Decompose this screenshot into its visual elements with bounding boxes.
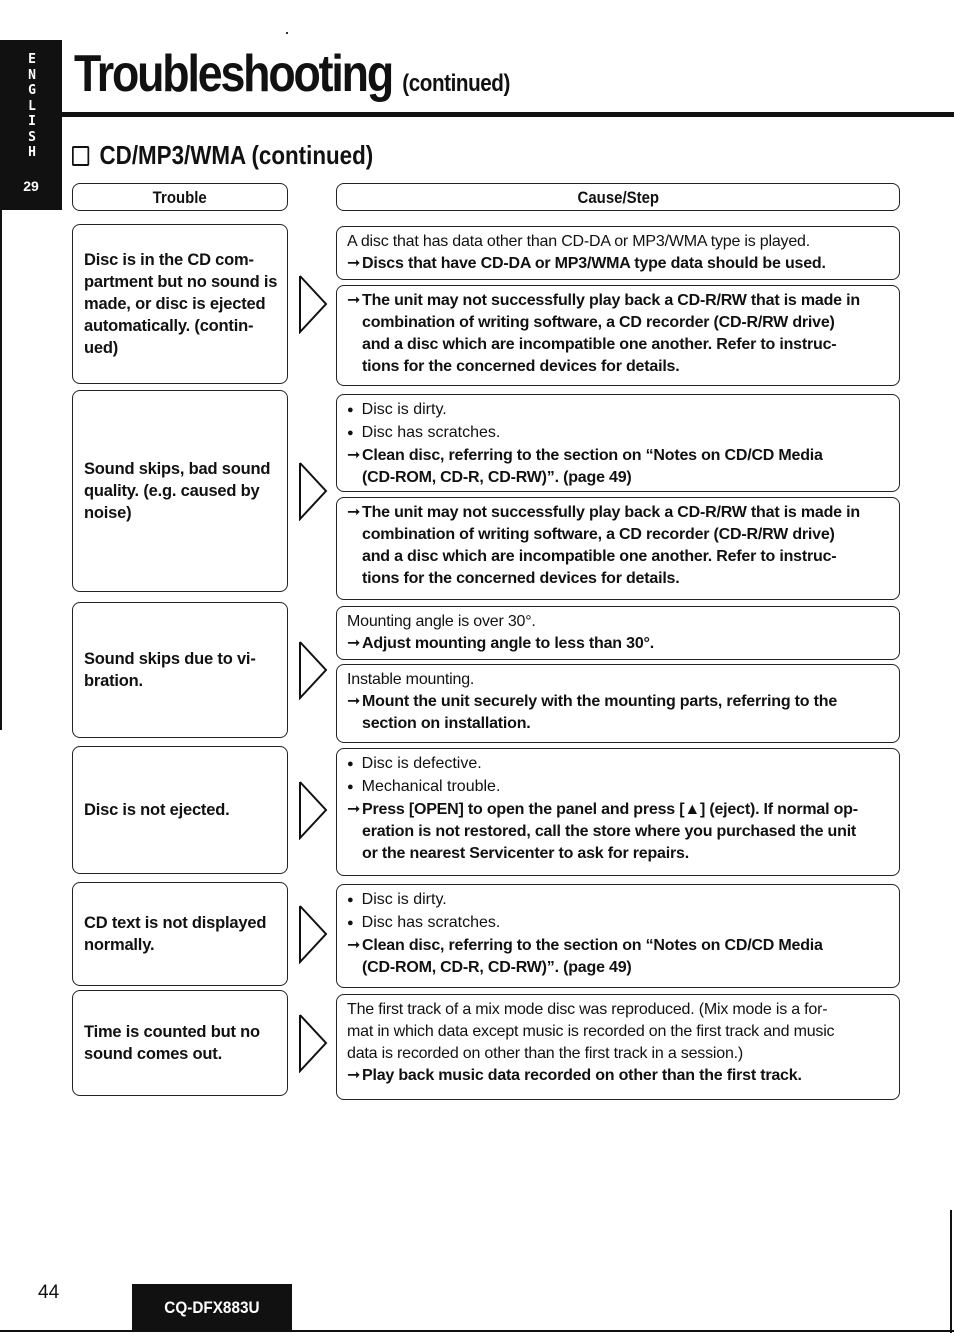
step-instruction xyxy=(347,1065,889,1087)
bottom-rule xyxy=(0,1330,954,1332)
step-text: Mount the unit securely with the mounting parts, referring to the xyxy=(362,693,838,710)
step-text: combination of writing software, a CD recorder (CD-R/RW drive) xyxy=(362,314,835,331)
pointer-arrow-icon xyxy=(296,1013,332,1073)
cause-bullet: ● Disc is defective. xyxy=(347,753,889,776)
trouble-text xyxy=(84,799,229,821)
cause-box xyxy=(336,748,900,876)
step-text: Discs that have CD-DA or MP3/WMA type data should be used. xyxy=(362,255,826,272)
step-instruction xyxy=(347,502,889,590)
trouble-line: bration. xyxy=(84,672,143,690)
trouble-line: Disc is in the CD com- xyxy=(84,251,254,269)
cause-bullet: ● Mechanical trouble. xyxy=(347,776,889,799)
trouble-line: sound comes out. xyxy=(84,1045,222,1063)
section-heading: CD/MP3/WMA (continued) xyxy=(72,140,373,171)
pointer-arrow-icon xyxy=(296,274,332,334)
cause-box xyxy=(336,664,900,743)
arrow-right-icon: ➞ xyxy=(347,255,361,272)
trouble-text xyxy=(84,648,256,692)
trouble-line: automatically. (contin- xyxy=(84,317,254,335)
step-text: (CD-ROM, CD-R, CD-RW)”. (page 49) xyxy=(362,959,632,976)
arrow-right-icon: ➞ xyxy=(347,801,361,818)
step-instruction xyxy=(347,691,889,735)
step-text: tions for the concerned devices for details. xyxy=(362,570,680,587)
arrow-right-icon: ➞ xyxy=(347,635,361,652)
step-instruction xyxy=(347,253,889,275)
step-instruction xyxy=(347,935,889,979)
step-text: and a disc which are incompatible one another. Refer to instruc- xyxy=(362,548,837,565)
cause-box xyxy=(336,606,900,660)
arrow-right-icon: ➞ xyxy=(347,447,361,464)
trouble-line: Disc is not ejected. xyxy=(84,801,230,819)
cause-box xyxy=(336,285,900,386)
page-title-suffix: (continued) xyxy=(402,70,510,97)
cause-box xyxy=(336,497,900,600)
cause-column-header: Cause/Step xyxy=(336,183,900,211)
cause-bullet: ● Disc is dirty. xyxy=(347,399,889,422)
step-text: and a disc which are incompatible one another. Refer to instruc- xyxy=(362,336,837,353)
language-tab-number: 29 xyxy=(23,178,39,194)
trouble-line: Time is counted but no xyxy=(84,1023,260,1041)
arrow-right-icon: ➞ xyxy=(347,1067,361,1084)
step-instruction xyxy=(347,445,889,489)
step-instruction xyxy=(347,799,889,865)
trouble-box xyxy=(72,390,288,592)
cause-box xyxy=(336,884,900,988)
cause-box xyxy=(336,994,900,1100)
arrow-right-icon: ➞ xyxy=(347,292,361,309)
trouble-line: made, or disc is ejected xyxy=(84,295,266,313)
page-title: Troubleshooting (continued) xyxy=(74,45,510,103)
cause-box xyxy=(336,226,900,280)
cause-text: Mounting angle is over 30°. xyxy=(347,613,536,630)
trouble-box xyxy=(72,746,288,874)
step-text: section on installation. xyxy=(362,715,531,732)
trouble-column-header: Trouble xyxy=(72,183,288,211)
trouble-line: quality. (e.g. caused by xyxy=(84,482,260,500)
cause-text: The first track of a mix mode disc was reproduced. (Mix mode is a for- xyxy=(347,1001,828,1018)
cause-bullet: ● Disc has scratches. xyxy=(347,912,889,935)
pointer-arrow-icon xyxy=(296,904,332,964)
step-text: Clean disc, referring to the section on “Notes on CD/CD Media xyxy=(362,937,823,954)
trouble-line: noise) xyxy=(84,504,132,522)
trouble-box xyxy=(72,990,288,1096)
trouble-box xyxy=(72,224,288,384)
trouble-text xyxy=(84,1021,260,1065)
step-text: Play back music data recorded on other than the first track. xyxy=(362,1067,802,1084)
step-text: The unit may not successfully play back a CD-R/RW that is made in xyxy=(362,504,860,521)
model-label: CQ-DFX883U xyxy=(132,1284,292,1332)
step-text: Adjust mounting angle to less than 30°. xyxy=(362,635,654,652)
step-text: (CD-ROM, CD-R, CD-RW)”. (page 49) xyxy=(362,469,632,486)
language-tab xyxy=(0,40,62,210)
step-text: eration is not restored, call the store where you purchased the unit xyxy=(362,823,857,840)
arrow-right-icon: ➞ xyxy=(347,504,361,521)
right-edge-rule xyxy=(950,1210,952,1333)
pointer-arrow-icon xyxy=(296,780,332,840)
step-text: tions for the concerned devices for details. xyxy=(362,358,680,375)
step-text: combination of writing software, a CD recorder (CD-R/RW drive) xyxy=(362,526,835,543)
arrow-right-icon: ➞ xyxy=(347,937,361,954)
step-text: The unit may not successfully play back a CD-R/RW that is made in xyxy=(362,292,860,309)
trouble-line: normally. xyxy=(84,936,155,954)
checkbox-square-icon xyxy=(72,146,89,166)
trouble-line: Sound skips due to vi- xyxy=(84,650,256,668)
pointer-arrow-icon xyxy=(296,461,332,521)
step-text: Press [OPEN] to open the panel and press [▲] (eject). If normal op- xyxy=(362,801,858,818)
pointer-arrow-icon xyxy=(296,640,332,700)
step-instruction xyxy=(347,633,889,655)
cause-text: Instable mounting. xyxy=(347,671,475,688)
trouble-line: Sound skips, bad sound xyxy=(84,460,271,478)
cause-box xyxy=(336,394,900,492)
trouble-line: ued) xyxy=(84,339,119,357)
cause-bullet: ● Disc is dirty. xyxy=(347,889,889,912)
cause-text: A disc that has data other than CD-DA or MP3/WMA type is played. xyxy=(347,233,810,250)
trouble-box xyxy=(72,602,288,738)
registration-mark xyxy=(286,32,288,34)
trouble-text xyxy=(84,249,277,359)
trouble-line: partment but no sound is xyxy=(84,273,278,291)
left-margin-rule xyxy=(0,210,2,730)
trouble-line: CD text is not displayed xyxy=(84,914,267,932)
cause-text: mat in which data except music is recorded on the first track and music xyxy=(347,1023,835,1040)
cause-text: data is recorded on other than the first track in a session.) xyxy=(347,1045,744,1062)
step-text: or the nearest Servicenter to ask for repairs. xyxy=(362,845,689,862)
trouble-text xyxy=(84,458,270,524)
language-letters: E N G L I S H xyxy=(28,52,36,160)
trouble-text xyxy=(84,912,266,956)
step-text: Clean disc, referring to the section on “Notes on CD/CD Media xyxy=(362,447,823,464)
cause-bullet: ● Disc has scratches. xyxy=(347,422,889,445)
title-rule xyxy=(62,112,954,117)
arrow-right-icon: ➞ xyxy=(347,693,361,710)
step-instruction xyxy=(347,290,889,378)
trouble-box xyxy=(72,882,288,986)
page-number: 44 xyxy=(38,1282,60,1303)
